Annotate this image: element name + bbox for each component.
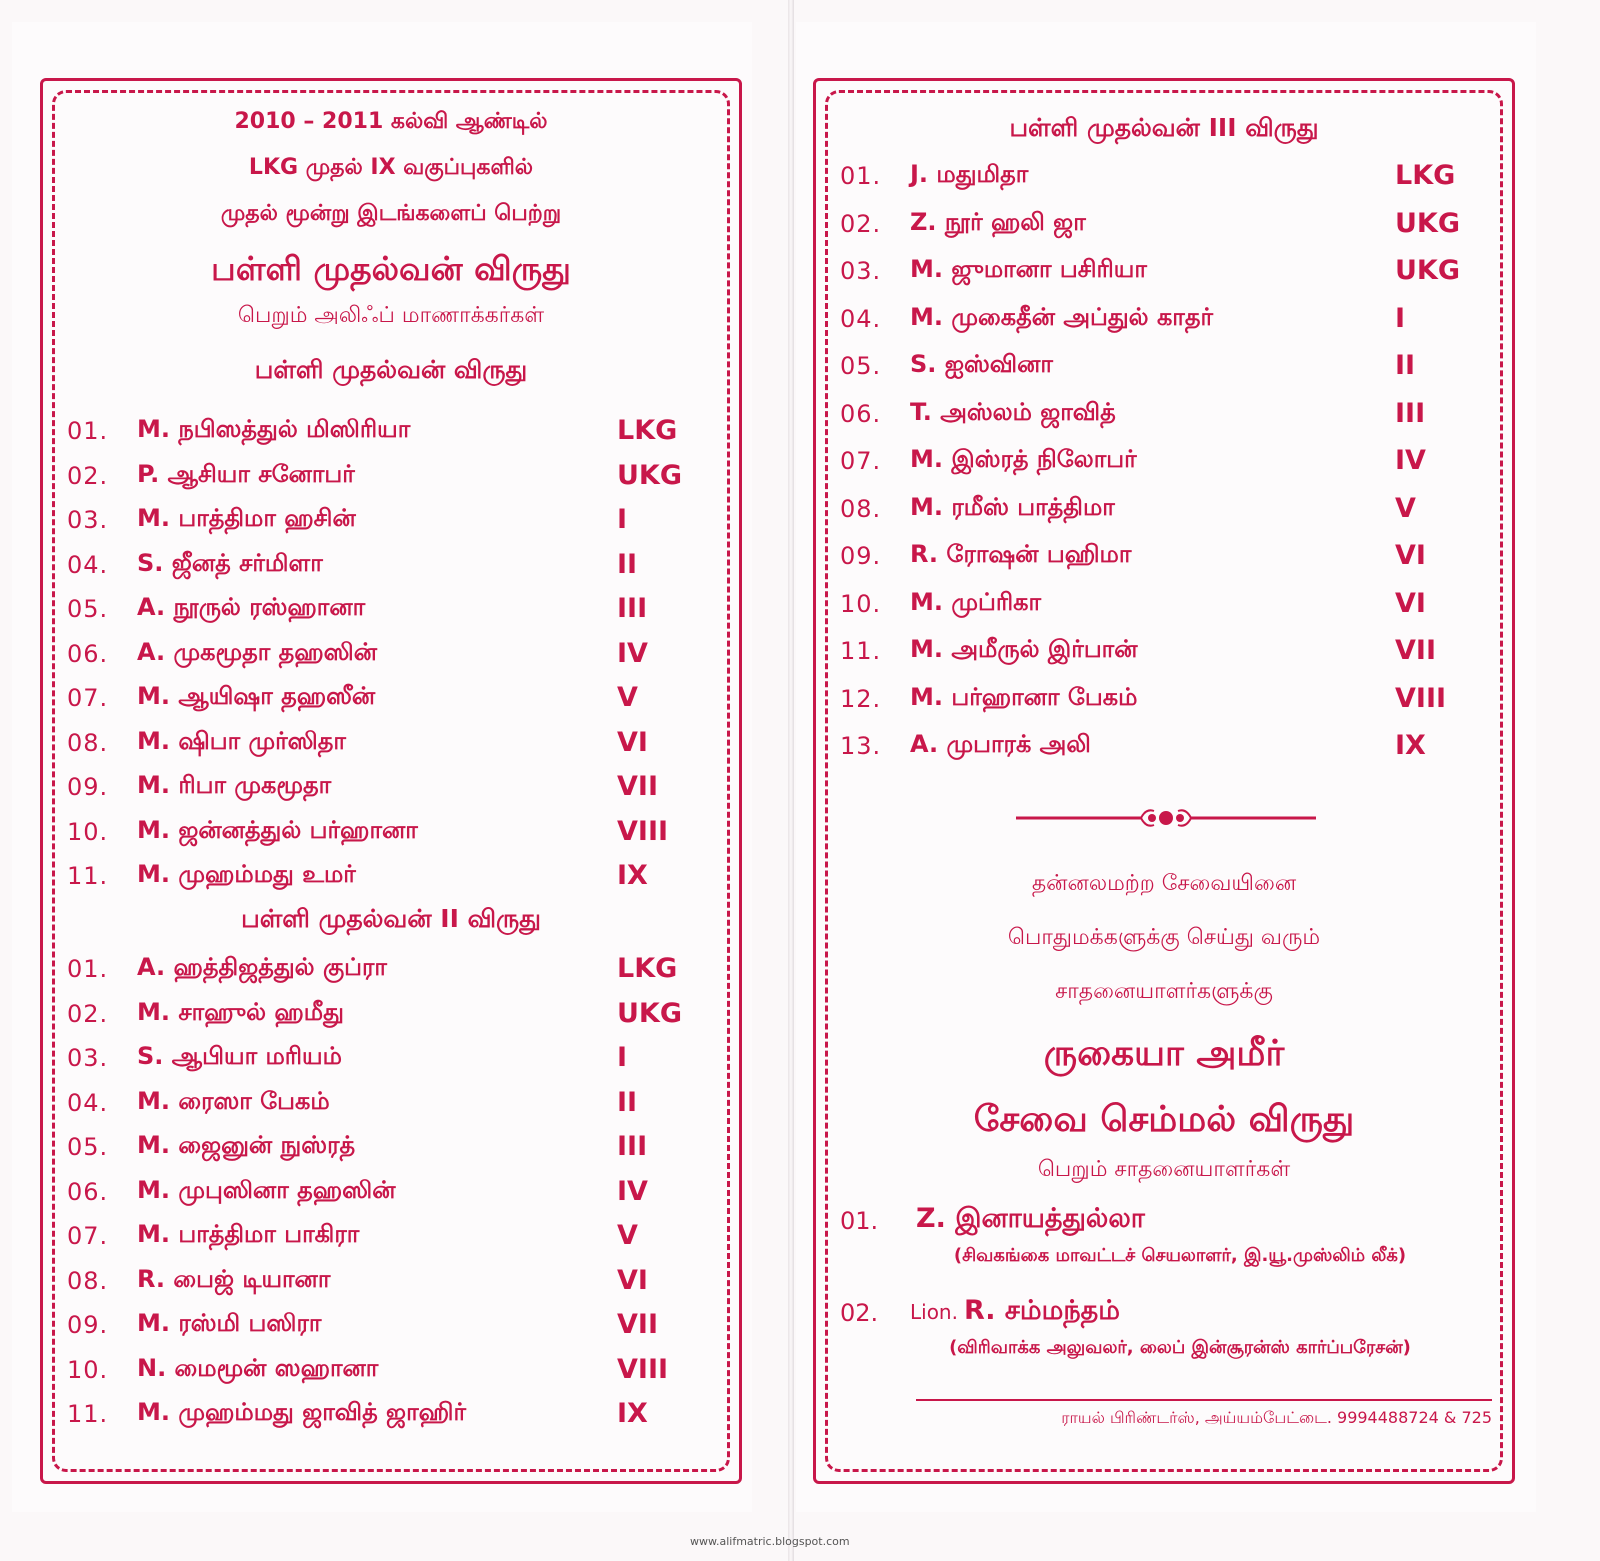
- class-label: V: [617, 1220, 638, 1251]
- intro-line-1: 2010 – 2011 கல்வி ஆண்டில்: [234, 109, 548, 134]
- list-item: [57, 1216, 717, 1261]
- item-number: 10.: [67, 817, 109, 846]
- item-number: 04.: [840, 304, 882, 333]
- class-label: IX: [1395, 730, 1426, 761]
- class-label: LKG: [617, 953, 678, 984]
- footer-url: www.alifmatric.blogspot.com: [690, 1535, 850, 1548]
- item-number: 01.: [67, 955, 109, 983]
- student-name: M. ஷிபா முர்ஸிதா: [137, 726, 346, 755]
- class-label: VII: [617, 1309, 658, 1340]
- class-label: UKG: [1395, 255, 1461, 286]
- item-number: 11.: [67, 1400, 109, 1428]
- student-name: M. ஆயிஷா தஹஸீன்: [137, 682, 376, 710]
- item-number: 10.: [67, 1355, 109, 1384]
- award-subtitle: பெறும் அலிஃப் மாணாக்கர்கள்: [237, 303, 545, 328]
- left-intro: [65, 109, 717, 397]
- item-number: 01.: [840, 162, 882, 190]
- class-label: VIII: [617, 1353, 669, 1385]
- list-item: [830, 441, 1490, 489]
- student-name: M. ரமீஸ் பாத்திமா: [910, 492, 1115, 521]
- list-item: [57, 500, 717, 545]
- item-number: 09.: [840, 542, 882, 570]
- student-name: R. பைஜ் டியானா: [137, 1264, 331, 1293]
- list-item: [830, 156, 1490, 204]
- student-name: M. பர்ஹானா பேகம்: [910, 682, 1138, 711]
- service-intro-3: சாதனையாளர்களுக்கு: [1055, 979, 1273, 1004]
- intro-line-3: முதல் மூன்று இடங்களைப் பெற்று: [220, 201, 562, 226]
- class-label: LKG: [617, 415, 678, 446]
- student-name: M. ஜைனுன் நுஸ்ரத்: [137, 1131, 356, 1159]
- item-number: 06.: [67, 639, 109, 668]
- recipient-prefix: Lion.: [910, 1300, 958, 1324]
- student-name: M. அமீருல் இர்பான்: [910, 635, 1138, 663]
- student-name: M. முஹம்மது ஜாவித் ஜாஹிர்: [137, 1398, 466, 1426]
- list-item: [57, 723, 717, 768]
- class-label: VII: [617, 771, 658, 802]
- list-item: [57, 994, 717, 1039]
- printer-divider: [916, 1399, 1492, 1401]
- section1-title: பள்ளி முதல்வன் விருது: [254, 355, 528, 384]
- item-number: 06.: [840, 399, 882, 428]
- list-item: [57, 589, 717, 634]
- list-item: [57, 678, 717, 723]
- item-number: 03.: [840, 257, 882, 285]
- service-intro-2: பொதுமக்களுக்கு செய்து வரும்: [1007, 925, 1321, 950]
- list-item: [57, 1261, 717, 1306]
- student-name: J. மதுமிதா: [910, 160, 1029, 188]
- recipient-name: [910, 1203, 1145, 1238]
- recipient-number: 01.: [840, 1207, 879, 1235]
- class-label: VI: [617, 726, 648, 758]
- class-label: V: [1395, 492, 1416, 524]
- student-name: M. ரிபா முகமூதா: [137, 771, 332, 799]
- class-label: VIII: [1395, 682, 1447, 714]
- class-label: I: [1395, 302, 1406, 334]
- student-name: M. ரஸ்மி பஸிரா: [137, 1309, 322, 1337]
- section3-list: [830, 156, 1490, 774]
- student-name: M. ஜன்னத்துல் பர்ஹானா: [137, 815, 418, 844]
- class-label: V: [617, 682, 638, 713]
- student-name: A. ஹத்திஜத்துல் குப்ரா: [137, 953, 387, 981]
- recipient-note: (சிவகங்கை மாவட்டச் செயலாளர், இ.யூ.முஸ்லிம் லீக்): [953, 1245, 1407, 1266]
- class-label: UKG: [617, 997, 683, 1029]
- item-number: 09.: [67, 1311, 109, 1339]
- list-item: [830, 584, 1490, 632]
- student-name: M. நபிஸத்துல் மிஸிரியா: [137, 415, 411, 443]
- section2-title: பள்ளி முதல்வன் II விருது: [241, 904, 541, 933]
- recipient-name-text: R. சம்மந்தம்: [963, 1295, 1120, 1326]
- list-item: [830, 251, 1490, 299]
- item-number: 01.: [67, 417, 109, 445]
- list-item: [830, 536, 1490, 584]
- class-label: II: [617, 1086, 638, 1118]
- class-label: II: [1395, 350, 1416, 381]
- award-title: பள்ளி முதல்வன் விருது: [211, 249, 571, 288]
- ornament-divider-icon: [1016, 803, 1316, 833]
- list-item: [830, 204, 1490, 252]
- list-item: [57, 545, 717, 590]
- student-name: A. முபாரக் அலி: [910, 730, 1091, 758]
- student-name: A. நூருல் ரஸ்ஹானா: [137, 593, 366, 621]
- list-item: [57, 767, 717, 812]
- student-name: S. ஆபியா மரியம்: [137, 1042, 342, 1070]
- list-item: [57, 949, 717, 994]
- student-name: M. பாத்திமா பாகிரா: [137, 1220, 360, 1248]
- list-item: [57, 1127, 717, 1172]
- class-label: VII: [1395, 635, 1436, 666]
- item-number: 07.: [67, 1222, 109, 1250]
- student-name: M. ஜுமானா பசிரியா: [910, 255, 1147, 283]
- student-name: M. சாஹுல் ஹமீது: [137, 997, 344, 1026]
- student-name: M. இஸ்ரத் நிலோபர்: [910, 445, 1137, 473]
- list-item: [57, 1038, 717, 1083]
- item-number: 03.: [67, 1044, 109, 1072]
- printer-credit: ராயல் பிரிண்டர்ஸ், அய்யம்பேட்டை. 9994488724 & 725: [1061, 1408, 1492, 1427]
- item-number: 04.: [67, 1088, 109, 1117]
- list-item: [57, 812, 717, 857]
- class-label: LKG: [1395, 160, 1456, 191]
- item-number: 08.: [67, 1266, 109, 1295]
- student-name: M. முபுஸினா தஹஸின்: [137, 1175, 396, 1204]
- item-number: 05.: [840, 352, 882, 380]
- class-label: VI: [617, 1264, 648, 1296]
- list-item: [830, 679, 1490, 727]
- list-item: [57, 456, 717, 501]
- section3-header: [838, 113, 1490, 146]
- recipient-row: [830, 1201, 1490, 1245]
- list-item: [57, 1172, 717, 1217]
- student-name: M. முப்ரிகா: [910, 587, 1042, 616]
- item-number: 11.: [67, 862, 109, 890]
- list-item: [57, 1350, 717, 1395]
- student-name: Z. நூர் ஹலி ஜா: [910, 207, 1086, 236]
- student-name: M. முஹம்மது உமர்: [137, 860, 356, 888]
- item-number: 05.: [67, 595, 109, 623]
- class-label: IV: [617, 1175, 648, 1207]
- section2-header: [65, 904, 717, 937]
- item-number: 02.: [67, 999, 109, 1028]
- class-label: VI: [1395, 540, 1426, 571]
- intro-line-2: LKG முதல் IX வகுப்புகளில்: [248, 155, 534, 180]
- class-label: VIII: [617, 815, 669, 847]
- item-number: 07.: [67, 684, 109, 712]
- item-number: 02.: [67, 461, 109, 490]
- student-name: M. ரைஸா பேகம்: [137, 1086, 330, 1115]
- item-number: 08.: [840, 494, 882, 523]
- student-name: P. ஆசியா சனோபர்: [137, 459, 355, 488]
- class-label: III: [617, 593, 648, 624]
- section1-list: [57, 411, 717, 901]
- service-award-name: ருகையா அமீர்: [1043, 1033, 1285, 1074]
- right-panel: [813, 78, 1515, 1484]
- service-award-title: சேவை செம்மல் விருது: [973, 1099, 1355, 1140]
- item-number: 09.: [67, 773, 109, 801]
- class-label: UKG: [617, 459, 683, 491]
- student-name: A. முகமூதா தஹஸின்: [137, 637, 377, 666]
- list-item: [57, 1305, 717, 1350]
- service-intro-1: தன்னலமற்ற சேவையினை: [1031, 871, 1297, 896]
- class-label: IV: [617, 637, 648, 669]
- student-name: M. முகைதீன் அப்துல் காதர்: [910, 302, 1214, 331]
- item-number: 10.: [840, 589, 882, 618]
- class-label: IX: [617, 1398, 648, 1429]
- class-label: I: [617, 1042, 628, 1073]
- list-item: [830, 394, 1490, 442]
- class-label: III: [617, 1131, 648, 1162]
- student-name: N. மைமூன் ஸஹானா: [137, 1353, 379, 1382]
- left-panel: [40, 78, 742, 1484]
- service-subtitle: பெறும் சாதனையாளர்கள்: [1037, 1157, 1291, 1182]
- list-item: [57, 1083, 717, 1128]
- list-item: [830, 631, 1490, 679]
- item-number: 02.: [840, 209, 882, 238]
- item-number: 11.: [840, 637, 882, 665]
- list-item: [830, 726, 1490, 774]
- item-number: 05.: [67, 1133, 109, 1161]
- item-number: 06.: [67, 1177, 109, 1206]
- item-number: 04.: [67, 550, 109, 579]
- list-item: [57, 1394, 717, 1439]
- list-item: [830, 346, 1490, 394]
- item-number: 12.: [840, 684, 882, 713]
- item-number: 08.: [67, 728, 109, 757]
- item-number: 03.: [67, 506, 109, 534]
- student-name: T. அஸ்லம் ஜாவித்: [910, 397, 1116, 426]
- section3-title: பள்ளி முதல்வன் III விருது: [1009, 113, 1319, 142]
- list-item: [57, 634, 717, 679]
- class-label: IV: [1395, 445, 1426, 476]
- class-label: UKG: [1395, 207, 1461, 239]
- service-intro: [838, 871, 1490, 1201]
- class-label: III: [1395, 397, 1426, 429]
- student-name: S. ஜீனத் சர்மிளா: [137, 548, 323, 577]
- student-name: M. பாத்திமா ஹசின்: [137, 504, 356, 532]
- list-item: [830, 489, 1490, 537]
- list-item: [57, 856, 717, 901]
- class-label: I: [617, 504, 628, 535]
- item-number: 07.: [840, 447, 882, 475]
- recipient-number: 02.: [840, 1299, 879, 1327]
- class-label: II: [617, 548, 638, 580]
- list-item: [57, 411, 717, 456]
- student-name: R. ரோஷன் பஹிமா: [910, 540, 1132, 568]
- recipient-note: (விரிவாக்க அலுவலர், லைப் இன்சூரன்ஸ் கார்ப்பரேசன்): [949, 1337, 1411, 1358]
- student-name: S. ஐஸ்வினா: [910, 350, 1053, 378]
- item-number: 13.: [840, 732, 882, 760]
- recipient-name-text: Z. இனாயத்துல்லா: [916, 1203, 1145, 1234]
- class-label: IX: [617, 860, 648, 891]
- recipient-name: [910, 1295, 1120, 1330]
- class-label: VI: [1395, 587, 1426, 619]
- recipient-row: [830, 1293, 1490, 1337]
- list-item: [830, 299, 1490, 347]
- section2-list: [57, 949, 717, 1439]
- recipients-list: [830, 1201, 1490, 1377]
- fold-line: [788, 0, 794, 1561]
